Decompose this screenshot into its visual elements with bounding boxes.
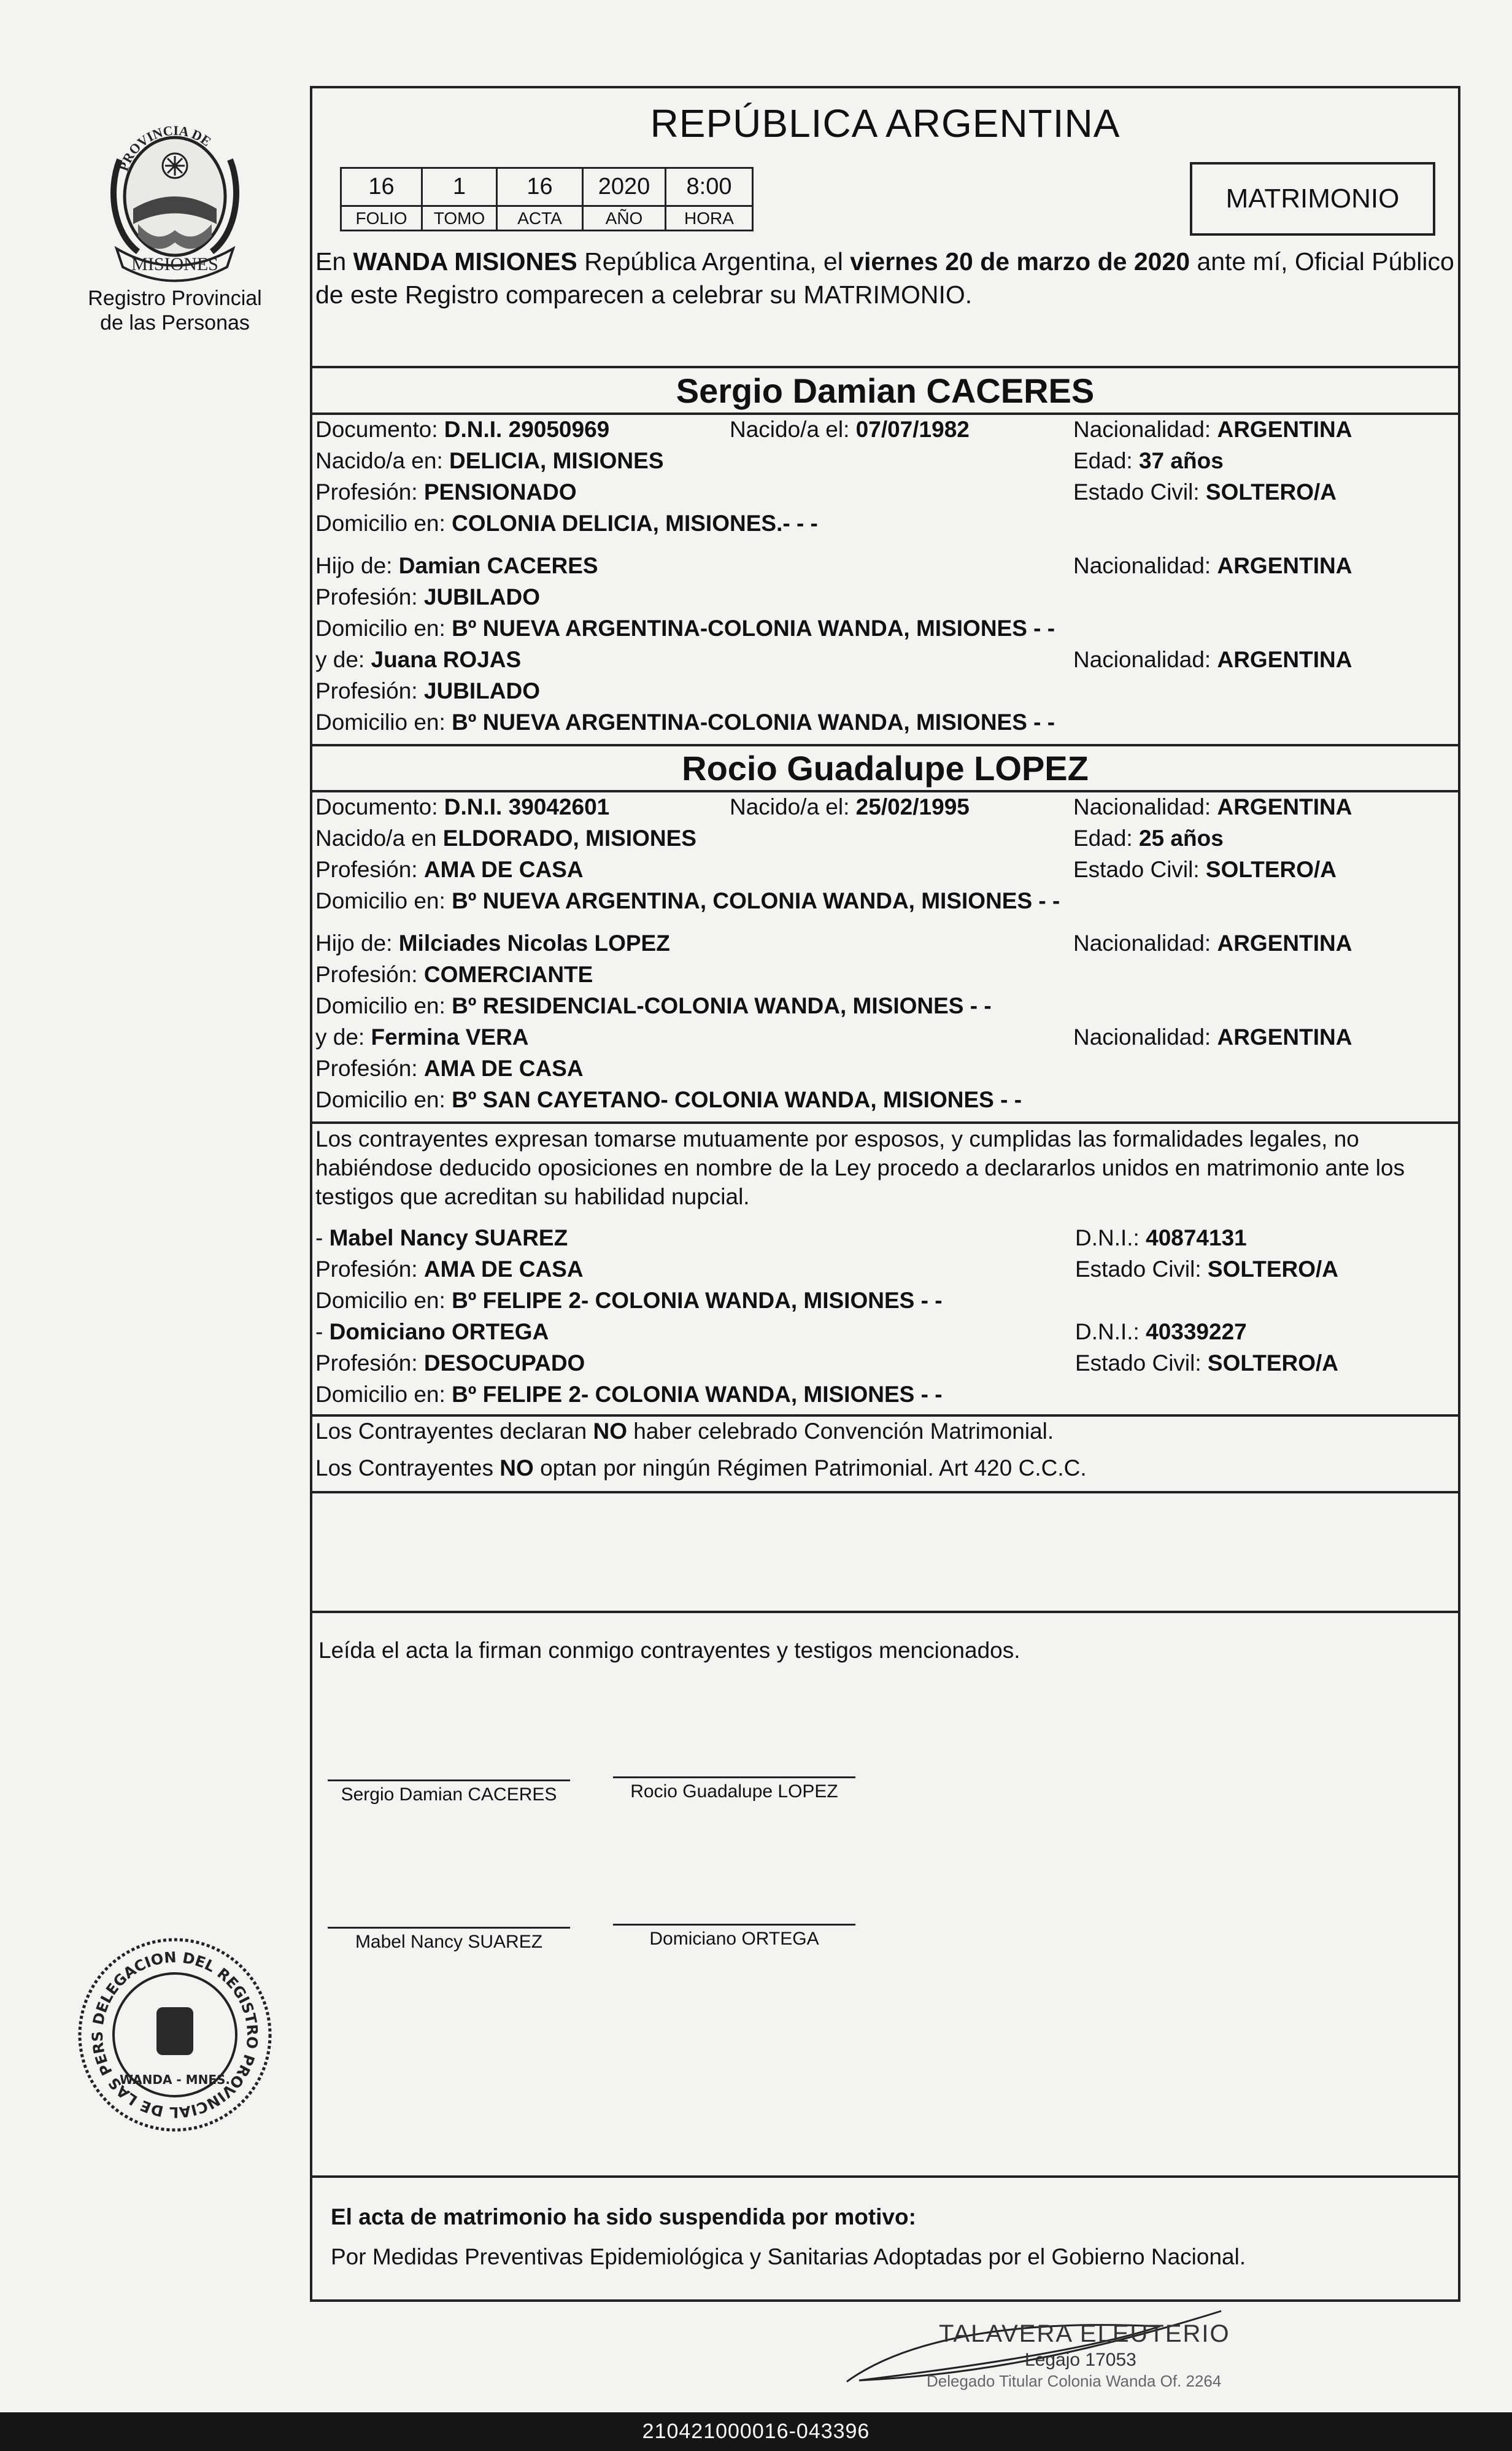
act-type-box: MATRIMONIO	[1190, 162, 1435, 236]
c1-edad: Edad: 37 años	[1073, 448, 1224, 473]
c2-edad: Edad: 25 años	[1073, 826, 1224, 851]
folio-value: 16	[341, 168, 422, 206]
c2-madre-profesion: Profesión: AMA DE CASA	[315, 1056, 584, 1081]
c1-madre: y de: Juana ROJAS	[315, 647, 522, 672]
c2-padre-profesion: Profesión: COMERCIANTE	[315, 962, 593, 987]
testigo-2-name: - Domiciano ORTEGA	[315, 1319, 549, 1344]
firma-statement: Leída el acta la firman conmigo contrayentes y testigos mencionados.	[318, 1638, 1020, 1663]
folio-label: FOLIO	[341, 206, 422, 231]
testigo-2-estado: Estado Civil: SOLTERO/A	[1075, 1350, 1339, 1376]
contrayente-1-name: Sergio Damian CACERES	[676, 371, 1095, 410]
c2-nacido-el: Nacido/a el: 25/02/1995	[730, 794, 970, 819]
c1-nacionalidad: Nacionalidad: ARGENTINA	[1073, 417, 1352, 442]
document-code-bar: 210421000016-043396	[0, 2412, 1512, 2451]
svg-text:WANDA - MNES.: WANDA - MNES.	[120, 2072, 230, 2087]
testigo-1-dni: D.N.I.: 40874131	[1075, 1225, 1247, 1250]
signature-name-4: Domiciano ORTEGA	[649, 1929, 819, 1949]
contrayente-2-name: Rocio Guadalupe LOPEZ	[682, 749, 1089, 788]
acta-value: 16	[497, 168, 583, 206]
tomo-label: TOMO	[422, 206, 497, 231]
c2-documento: Documento: D.N.I. 39042601	[315, 794, 610, 819]
marriage-certificate	[310, 86, 1460, 2302]
officer-cargo: Delegado Titular Colonia Wanda Of. 2264	[927, 2372, 1222, 2390]
c1-padre: Hijo de: Damian CACERES	[315, 553, 598, 578]
c1-domicilio: Domicilio en: COLONIA DELICIA, MISIONES.- - -	[315, 511, 818, 536]
c1-padre-domicilio: Domicilio en: Bº NUEVA ARGENTINA-COLONIA WANDA, MISIONES - -	[315, 616, 1055, 641]
hora-label: HORA	[666, 206, 753, 231]
testigo-1-estado: Estado Civil: SOLTERO/A	[1075, 1256, 1339, 1282]
c1-madre-nacionalidad: Nacionalidad: ARGENTINA	[1073, 647, 1352, 672]
convencion-line-2: Los Contrayentes NO optan por ningún Régimen Patrimonial. Art 420 C.C.C.	[315, 1455, 1087, 1481]
anio-label: AÑO	[583, 206, 666, 231]
hora-value: 8:00	[666, 168, 753, 206]
c2-domicilio: Domicilio en: Bº NUEVA ARGENTINA, COLONIA WANDA, MISIONES - -	[315, 888, 1060, 913]
official-seal	[74, 1934, 276, 2139]
declaration-paragraph: Los contrayentes expresan tomarse mutuamente por esposos, y cumplidas las formalidades legales, no habiéndose deducido oposiciones en nombre de la Ley procedo a declararlos unidos en matrimonio ante los testigos que acreditan su habilidad nupcial.	[315, 1126, 1405, 1209]
c2-madre-nacionalidad: Nacionalidad: ARGENTINA	[1073, 1024, 1352, 1050]
testigo-1-name: - Mabel Nancy SUAREZ	[315, 1225, 568, 1250]
signature-name-3: Mabel Nancy SUAREZ	[355, 1932, 543, 1952]
official-seal-icon	[74, 1934, 276, 2136]
logo-caption: Registro Provincial de las Personas	[88, 287, 262, 335]
convencion-line-1: Los Contrayentes declaran NO haber celebrado Convención Matrimonial.	[315, 1419, 1054, 1444]
c1-documento: Documento: D.N.I. 29050969	[315, 417, 610, 442]
signature-line-1	[328, 1779, 570, 1781]
testigo-2-domicilio: Domicilio en: Bº FELIPE 2- COLONIA WANDA, MISIONES - -	[315, 1382, 943, 1407]
c1-nacido-el: Nacido/a el: 07/07/1982	[730, 417, 970, 442]
signature-name-1: Sergio Damian CACERES	[341, 1784, 557, 1805]
c2-padre: Hijo de: Milciades Nicolas LOPEZ	[315, 931, 670, 956]
svg-text:PROVINCIA DE: PROVINCIA DE	[115, 122, 214, 173]
c1-madre-profesion: Profesión: JUBILADO	[315, 678, 540, 703]
c2-nacionalidad: Nacionalidad: ARGENTINA	[1073, 794, 1352, 819]
signature-name-2: Rocio Guadalupe LOPEZ	[630, 1781, 838, 1802]
c1-madre-domicilio: Domicilio en: Bº NUEVA ARGENTINA-COLONIA WANDA, MISIONES - -	[315, 710, 1055, 735]
officer-name: TALAVERA ELEUTERIO	[939, 2320, 1230, 2347]
svg-text:DELEGACION DEL REGISTRO PROVIN: DELEGACION DEL REGISTRO PROVINCIAL DE LAS PERS	[88, 1948, 261, 2121]
officer-signature	[841, 2308, 1270, 2403]
c2-profesion: Profesión: AMA DE CASA	[315, 857, 584, 882]
c2-estado-civil: Estado Civil: SOLTERO/A	[1073, 857, 1337, 882]
c1-padre-profesion: Profesión: JUBILADO	[315, 584, 540, 610]
c1-profesion: Profesión: PENSIONADO	[315, 479, 577, 505]
svg-text:MISIONES: MISIONES	[131, 254, 218, 274]
acta-label: ACTA	[497, 206, 583, 231]
registry-logo	[80, 117, 270, 335]
suspension-reason: Por Medidas Preventivas Epidemiológica y Sanitarias Adoptadas por el Gobierno Nacional.	[331, 2244, 1246, 2269]
c1-estado-civil: Estado Civil: SOLTERO/A	[1073, 479, 1337, 505]
tomo-value: 1	[422, 168, 497, 206]
signature-line-4	[613, 1924, 855, 1926]
c2-padre-nacionalidad: Nacionalidad: ARGENTINA	[1073, 931, 1352, 956]
signature-line-2	[613, 1776, 855, 1778]
testigo-1-profesion: Profesión: AMA DE CASA	[315, 1256, 584, 1282]
c2-nacido-en: Nacido/a en ELDORADO, MISIONES	[315, 826, 696, 851]
registry-data-table	[340, 167, 754, 231]
c2-madre: y de: Fermina VERA	[315, 1024, 529, 1050]
testigo-2-dni: D.N.I.: 40339227	[1075, 1319, 1247, 1344]
page-title: REPÚBLICA ARGENTINA	[650, 101, 1120, 145]
province-shield-icon	[101, 117, 249, 282]
c2-padre-domicilio: Domicilio en: Bº RESIDENCIAL-COLONIA WANDA, MISIONES - -	[315, 993, 992, 1018]
signature-line-3	[328, 1927, 570, 1929]
c2-madre-domicilio: Domicilio en: Bº SAN CAYETANO- COLONIA WANDA, MISIONES - -	[315, 1087, 1022, 1112]
c1-padre-nacionalidad: Nacionalidad: ARGENTINA	[1073, 553, 1352, 578]
c1-nacido-en: Nacido/a en: DELICIA, MISIONES	[315, 448, 664, 473]
intro-paragraph: En WANDA MISIONES República Argentina, el viernes 20 de marzo de 2020 ante mí, Oficial Público de este Registro comparecen a celebrar su MATRIMONIO.	[315, 247, 1454, 309]
suspension-title: El acta de matrimonio ha sido suspendida por motivo:	[331, 2204, 916, 2229]
anio-value: 2020	[583, 168, 666, 206]
testigo-1-domicilio: Domicilio en: Bº FELIPE 2- COLONIA WANDA, MISIONES - -	[315, 1288, 943, 1313]
officer-legajo: Legajo 17053	[1025, 2350, 1136, 2370]
testigo-2-profesion: Profesión: DESOCUPADO	[315, 1350, 585, 1376]
